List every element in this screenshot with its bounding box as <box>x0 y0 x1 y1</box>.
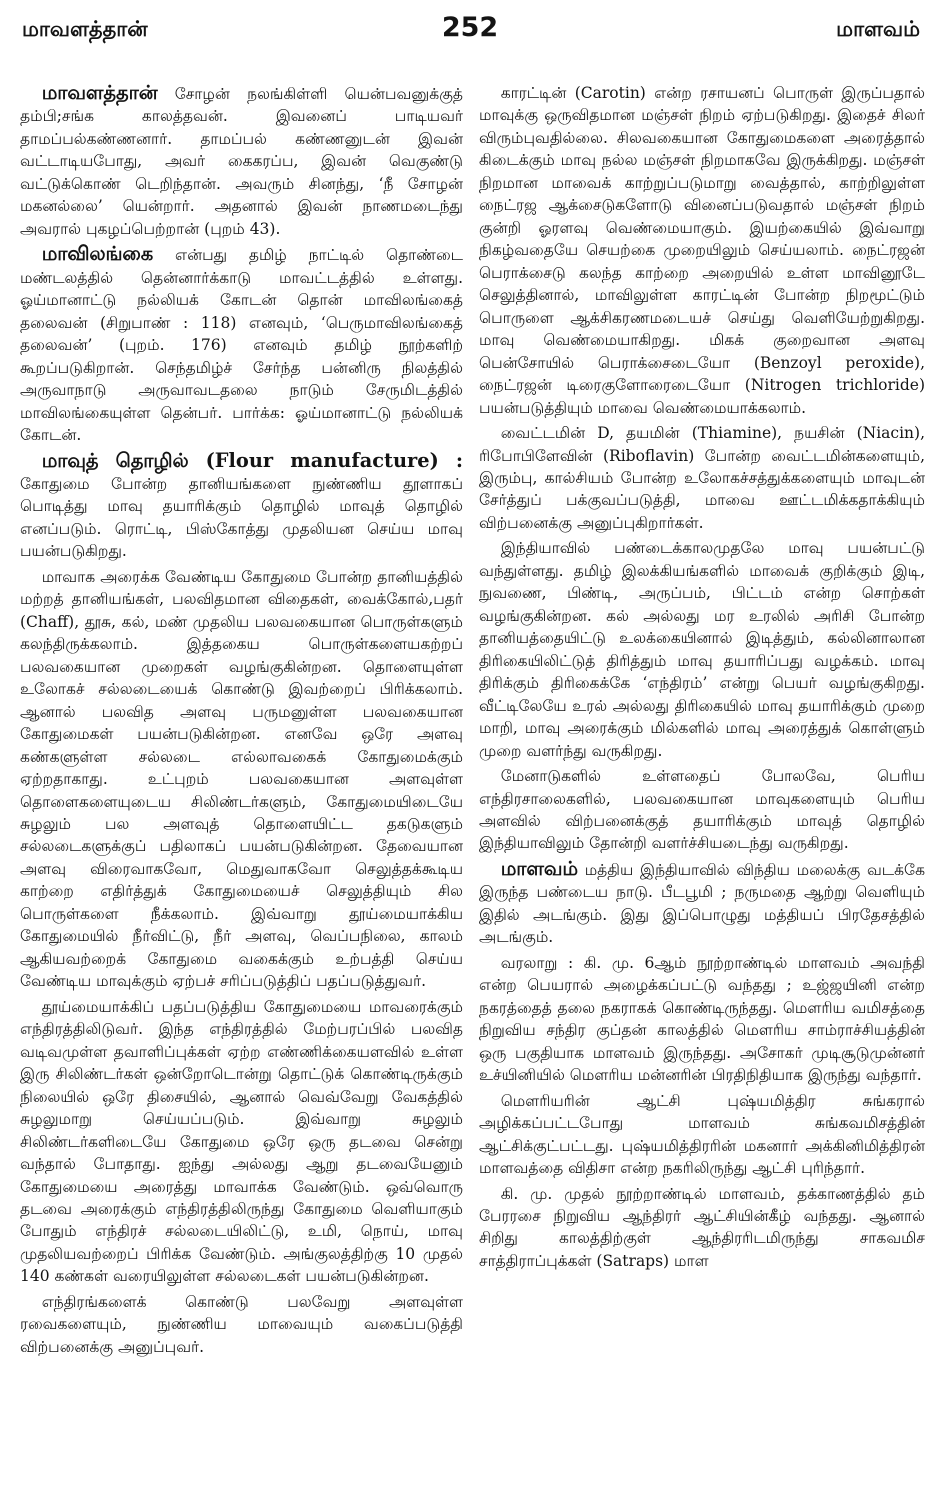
headword: மாவளத்தான் <box>41 82 158 104</box>
body-paragraph <box>479 1090 925 1180</box>
paragraph-text: கி. மு. முதல் நூற்றாண்டில் மாளவம், தக்காணத்தில் தம் பேரரசை நிறுவிய ஆந்திரர் ஆட்சியின்கீழ் வந்தது. ஆனால் சிறிது காலத்திற்குள் ஆந்திரரிடமிருந்து சாகவமிச சாத்திராப்புக்கள் (Satraps) மாள <box>479 1184 925 1270</box>
headword: மாவிலங்கை <box>41 242 154 266</box>
paragraph-text: வைட்டமின் D, தயமின் (Thiamine), நயசின் (Niacin), ரிபோபிளேவின் (Riboflavin) போன்ற வைட்டமின்களையும், இரும்பு, கால்சியம் போன்ற உலோகச்சத்துக்களையும் மாவுடன் சேர்த்துப் பக்குவப்படுத்தி, மாவை ஊட்டமிக்கதாக்கியும் விற்பனைக்கு அனுப்புகிறார்கள். <box>479 424 925 532</box>
entry-paragraph <box>20 82 463 240</box>
paragraph-text: இந்தியாவில் பண்டைக்காலமுதலே மாவு பயன்பட்டு வந்துள்ளது. தமிழ் இலக்கியங்களில் மாவைக் குறிக்கும் இடி, நுவணை, பிண்டி, அருப்பம், பிட்டம் என்ற சொற்கள் வழங்குகின்றன. கல் அல்லது மர உரலில் அரிசி போன்ற தானியத்தையிட்டு உலக்கையினால் இடித்தும், கல்லினாலான திரிகையிலிட்டுத் திரித்தும் மாவு தயாரிப்பது வழக்கம். மாவு திரிக்கும் திரிகைக்கே ‘எந்திரம்’ என்று பெயர் வழங்குகிறது. வீட்டிலேயே உரல் அல்லது திரிகையில் மாவு தயாரிக்கும் முறை மாறி, மாவு அரைக்கும் மில்களில் மாவு அரைத்துக் கொள்ளும் முறை வளர்ந்து வருகிறது. <box>479 539 925 760</box>
body-paragraph <box>479 952 925 1087</box>
entry-paragraph <box>479 858 925 949</box>
paragraph-text: மௌரியரின் ஆட்சி புஷ்யமித்திர சுங்கரால் அழிக்கப்பட்டபோது மாளவம் சுங்கவமிசத்தின் ஆட்சிக்குட்பட்டது. புஷ்யமித்திரரின் மகனார் அக்கினிமித்திரன் மாளவத்தை விதிசா என்ற நகரிலிருந்து ஆட்சி புரிந்தார். <box>479 1091 925 1178</box>
body-paragraph <box>20 1291 463 1358</box>
header-right-guide-word: மாளவம் <box>836 16 920 41</box>
paragraph-text: மத்திய இந்தியாவில் விந்திய மலைக்கு வடக்கே இருந்த பண்டைய நாடு. பீடபூமி ; நருமதை ஆற்று வெளியும் இதில் அடங்கும். இது இப்பொழுது மத்தியப் பிரதேசத்தில் அடங்கும். <box>479 860 925 947</box>
paragraph-text: தூய்மையாக்கிப் பதப்படுத்திய கோதுமையை மாவரைக்கும் எந்திரத்திலிடுவர். இந்த எந்திரத்தில் மேற்பரப்பில் பலவித வடிவமுள்ள தவாளிப்புக்கள் ஏற்ற எண்ணிக்கையளவில் உள்ள இரு சிலிண்டர்கள் ஒன்றோடொன்று தொட்டுக் கொண்டிருக்கும் நிலையில் ஒரே திசையில், ஆனால் வெவ்வேறு வேகத்தில் சுழலுமாறு செய்யப்படும். இவ்வாறு சுழலும் சிலிண்டர்களிடையே கோதுமை ஒரே ஒரு தடவை சென்று வந்தால் போதாது. ஐந்து அல்லது ஆறு தடவையேனும் கோதுமையை அரைத்து மாவாக்க வேண்டும். ஒவ்வொரு தடவை அரைக்கும் எந்திரத்திலிருந்து கோதுமை வெளியாகும் போதும் எந்திரச் சல்லடையிலிட்டு, உமி, நொய், மாவு முதலியவற்றைப் பிரிக்க வேண்டும். அங்குலத்திற்கு 10 முதல் 140 கண்கள் வரையிலுள்ள சல்லடைகள் பயன்படுகின்றன. <box>20 997 463 1286</box>
paragraph-text: காரட்டின் (Carotin) என்ற ரசாயனப் பொருள் இருப்பதால் மாவுக்கு ஒருவிதமான மஞ்சள் நிறம் ஏற்படுகிறது. இதைச் சிலர் விரும்புவதில்லை. சிலவகையான கோதுமைகளை அரைத்தால் கிடைக்கும் மாவு நல்ல மஞ்சள் நிறமாகவே இருக்கிறது. மஞ்சள் நிறமான மாவைக் காற்றுப்படுமாறு வைத்தால், காற்றிலுள்ள நைட்ரஜ ஆக்சைடுகளோடு வினைப்படுவதால் மஞ்சள் நிறம் குன்றி ஓரளவு வெண்மையாகும். இயற்கையில் இவ்வாறு நிகழ்வதையே செயற்கை முறையிலும் செய்யலாம். நைட்ரஜன் பெராக்சைடு கலந்த காற்றை அறையில் உள்ள மாவினூடே செலுத்தினால், மாவிலுள்ள காரட்டின் போன்ற நிறமூட்டும் பொருளை ஆக்சிகரணமடையச் செய்து வெளியேற்றுகிறது. மாவு வெண்மையாகிறது. மிகக் குறைவான அளவு பென்சோயில் பெராக்சைடையோ (Benzoyl peroxide), நைட்ரஜன் டிரைகுளோரைடையோ (Nitrogen trichloride) பயன்படுத்தியும் மாவை வெண்மையாக்கலாம். <box>479 84 925 417</box>
body-paragraph <box>20 996 463 1288</box>
body-paragraph <box>479 1183 925 1273</box>
paragraph-text: மாவாக அரைக்க வேண்டிய கோதுமை போன்ற தானியத்தில் மற்றத் தானியங்கள், பலவிதமான விதைகள், வைக்கோல்,பதர் (Chaff), தூசு, கல், மண் முதலிய பலவகையான பொருள்களும் கலந்திருக்கலாம். இத்தகைய பொருள்களையகற்றப் பலவகையான முறைகள் வழங்குகின்றன. தொளையுள்ள உலோகச் சல்லடையைக் கொண்டு இவற்றைப் பிரிக்கலாம். ஆனால் பலவித அளவு பருமனுள்ள பலவகையான கோதுமைகள் பயன்படுகின்றன. எனவே ஒரே அளவு கண்களுள்ள சல்லடை எல்லாவகைக் கோதுமைக்கும் ஏற்றதாகாது. உட்புறம் பலவகையான அளவுள்ள தொளைகளையுடைய சிலிண்டர்களும், கோதுமையிடையே சுழலும் பல அளவுத் தொளையிட்ட தகடுகளும் சல்லடைகளுக்குப் பதிலாகப் பயன்படுகின்றன. தேவையான அளவு விரைவாகவோ, மெதுவாகவோ செலுத்தக்கூடிய காற்றை எதிர்த்துக் கோதுமையைச் செலுத்தியும் சில பொருள்களை நீக்கலாம். இவ்வாறு தூய்மையாக்கிய கோதுமையில் நீர்விட்டு, நீர் அளவு, வெப்பநிலை, காலம் ஆகியவற்றைக் கோதுமை வகைக்கும் உற்பத்தி செய்ய வேண்டிய மாவுக்கும் ஏற்பச் சரிப்படுத்திப் பதப்படுத்துவர். <box>20 567 463 991</box>
body-paragraph <box>479 765 925 855</box>
body-paragraph <box>20 566 463 993</box>
left-column <box>20 82 463 1462</box>
paragraph-text: வரலாறு : கி. மு. 6ஆம் நூற்றாண்டில் மாளவம் அவந்தி என்ற பெயரால் அழைக்கப்பட்டு வந்தது ; உஜ்ஜயினி என்ற நகரத்தைத் தலை நகராகக் கொண்டிருந்தது. மௌரிய வமிசத்தை நிறுவிய சந்திர குப்தன் காலத்தில் மௌரிய சாம்ராச்சியத்தின் ஒரு பகுதியாக மாளவம் இருந்தது. அசோகர் முடிசூடுமுன்னர் உச்யினியில் மௌரிய மன்னரின் பிரதிநிதியாக இருந்து வந்தார். <box>479 953 925 1085</box>
body-paragraph <box>479 422 925 534</box>
body-paragraph <box>479 82 925 419</box>
paragraph-text: எந்திரங்களைக் கொண்டு பலவேறு அளவுள்ள ரவைகளையும், நுண்ணிய மாவையும் வகைப்படுத்தி விற்பனைக்கு அனுப்புவர். <box>20 1292 463 1356</box>
header-left-guide-word: மாவளத்தான் <box>22 16 148 41</box>
headword: மாவுத் தொழில் (Flour manufacture) : <box>41 448 463 472</box>
body-paragraph <box>479 537 925 762</box>
paragraph-text: கோதுமை போன்ற தானியங்களை நுண்ணிய தூளாகப் பொடித்து மாவு தயாரிக்கும் தொழில் மாவுத் தொழில் எனப்படும். ரொட்டி, பிஸ்கோத்து முதலியன செய்ய மாவு பயன்படுகிறது. <box>20 474 463 561</box>
page-number: 252 <box>441 12 499 43</box>
entry-paragraph <box>20 450 463 563</box>
paragraph-text: என்பது தமிழ் நாட்டில் தொண்டை மண்டலத்தில் தென்னார்க்காடு மாவட்டத்தில் உள்ளது. ஓய்மானாட்டு நல்லியக் கோடன் தொன் மாவிலங்கைத் தலைவன் (சிறுபாண் : 118) எனவும், ‘பெருமாவிலங்கைத் தலைவன்’ (புறம். 176) எனவும் தமிழ் நூற்களிற் கூறப்படுகிறான். செந்தமிழ்ச் சேர்ந்த பன்னிரு நிலத்தில் அருவாநாடு அருவாவடதலை நாடும் சேருமிடத்தில் மாவிலங்கையுள்ள தென்பர். பார்க்க: ஓய்மானாட்டு நல்லியக் கோடன். <box>20 246 463 445</box>
paragraph-text: மேனாடுகளில் உள்ளதைப் போலவே, பெரிய எந்திரசாலைகளில், பலவகையான மாவுகளையும் பெரிய அளவில் விற்பனைக்குத் தயாரிக்கும் மாவுத் தொழில் இந்தியாவிலும் தோன்றி வளர்ச்சியடைந்து வருகிறது. <box>479 767 925 853</box>
headword: மாளவம் <box>500 856 578 880</box>
right-column <box>479 82 925 1477</box>
paragraph-text: சோழன் நலங்கிள்ளி யென்பவனுக்குத் தம்பி;சங்க காலத்தவன். இவனைப் பாடியவர் தாமப்பல்கண்ணனார். தாமப்பல் கண்ணனுடன் இவன் வட்டாடியபோது, அவர் கைகரப்ப, இவன் வெகுண்டு வட்டுக்கொண் டெறிந்தான். அவரும் சினந்து, ‘நீ சோழன் மகனல்லை’ யென்றார். அதனால் இவன் நாணமடைந்து அவரால் புகழப்பெற்றான் (புறம் 43). <box>20 85 463 238</box>
entry-paragraph <box>20 243 463 446</box>
